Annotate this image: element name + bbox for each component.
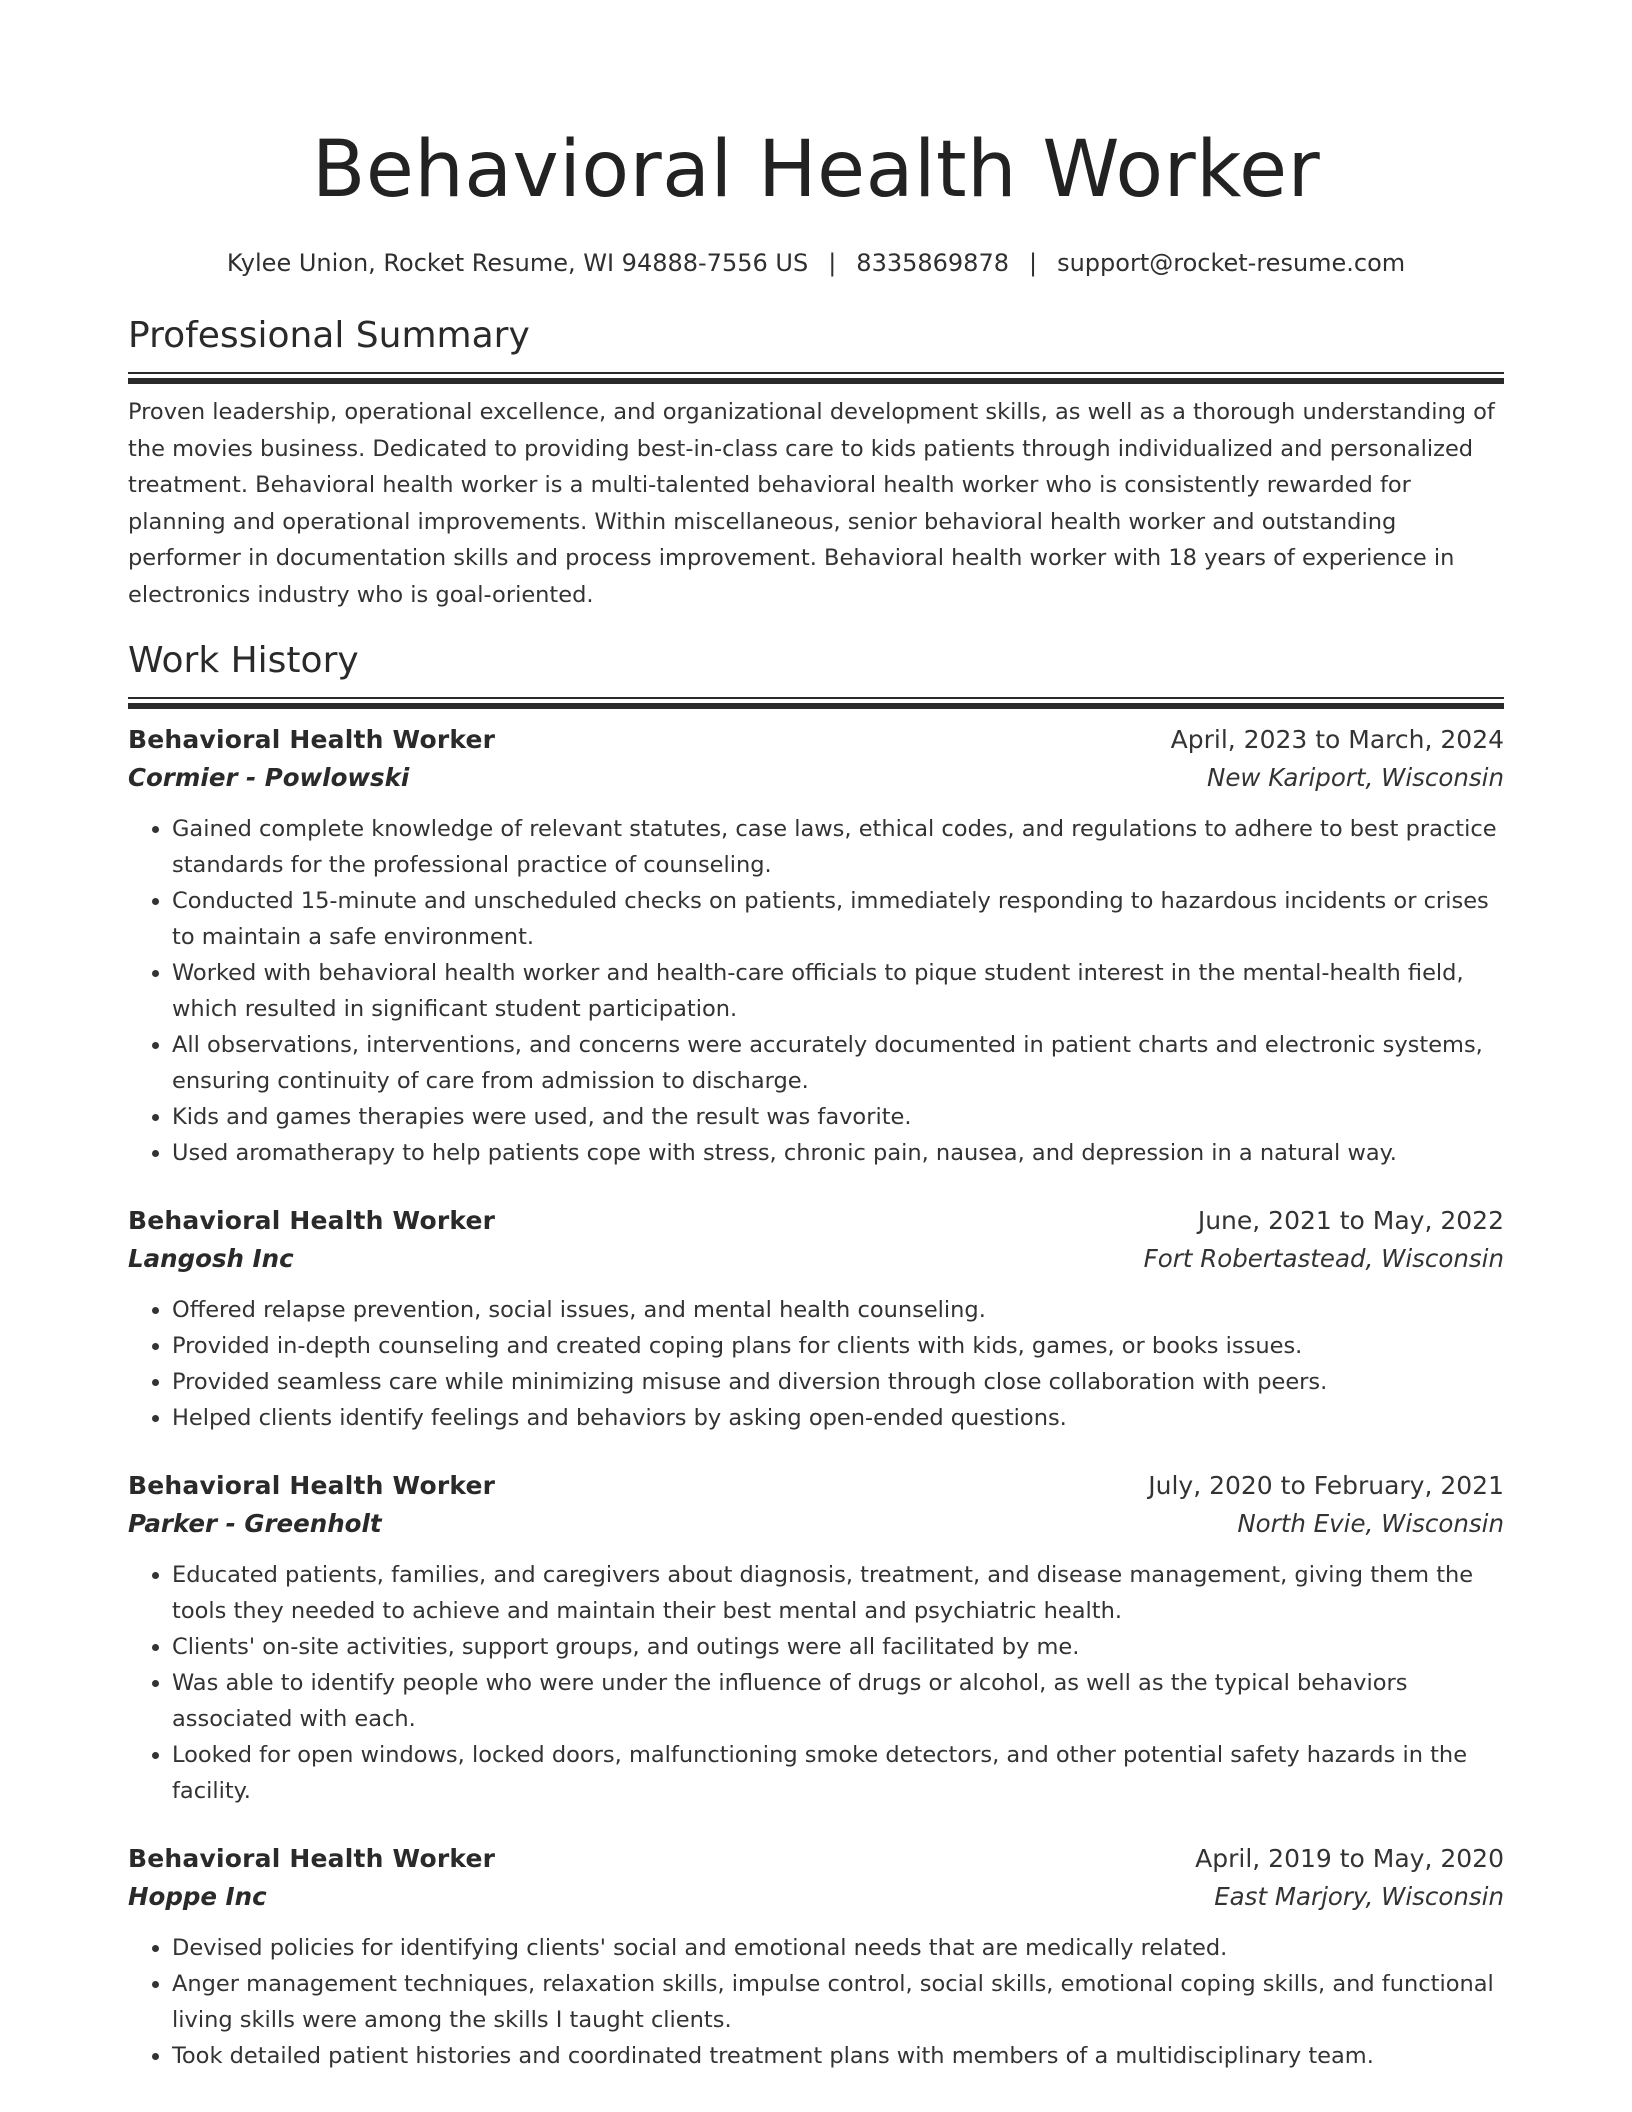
- job-header-row: [128, 1202, 1504, 1240]
- job-company: Hoppe Inc: [128, 1882, 267, 1911]
- job-bullet-list: [128, 1292, 1504, 1436]
- job-location: East Marjory, Wisconsin: [1214, 1882, 1504, 1911]
- summary-text: Proven leadership, operational excellence, and organizational development skills, as well as a thorough understanding of the movies business. Dedicated to providing best-in-class care to kids patients through individualized and personalized treatment. Behavioral health worker is a multi-talented behavioral health worker who is consistently rewarded for planning and operational improvements. Within miscellaneous, senior behavioral health worker and outstanding performer in documentation skills and process improvement. Behavioral health worker with 18 years of experience in electronics industry who is goal-oriented.: [128, 399, 1495, 608]
- job-entry: [128, 1202, 1504, 1436]
- job-bullet-list: [128, 1557, 1504, 1809]
- job-subheader-row: [128, 1878, 1504, 1916]
- professional-summary-section: [128, 312, 1504, 613]
- job-bullet: • Offered relapse prevention, social issues, and mental health counseling.: [172, 1292, 1504, 1328]
- contact-phone: 8335869878: [856, 249, 1009, 277]
- job-bullet-list: [128, 811, 1504, 1171]
- work-history-section: [128, 637, 1504, 2074]
- resume-name: Behavioral Health Worker: [311, 125, 1321, 215]
- job-title: Behavioral Health Worker: [128, 725, 496, 754]
- job-bullet: • Provided in-depth counseling and created coping plans for clients with kids, games, or books issues.: [172, 1328, 1504, 1364]
- job-bullet: • Anger management techniques, relaxation skills, impulse control, social skills, emotional coping skills, and functional living skills were among the skills I taught clients.: [172, 1966, 1504, 2038]
- job-bullet: • Conducted 15-minute and unscheduled checks on patients, immediately responding to hazardous incidents or crises to maintain a safe environment.: [172, 883, 1504, 955]
- job-bullet-list: [128, 1930, 1504, 2074]
- section-title-summary: Professional Summary: [128, 315, 530, 356]
- contact-address: Kylee Union, Rocket Resume, WI 94888-7556 US: [226, 249, 809, 277]
- job-company: Langosh Inc: [128, 1244, 294, 1273]
- job-header-row: [128, 1840, 1504, 1878]
- contact-line: [128, 246, 1504, 280]
- job-bullet: • Helped clients identify feelings and behaviors by asking open-ended questions.: [172, 1400, 1504, 1436]
- job-bullet: • Kids and games therapies were used, and the result was favorite.: [172, 1099, 1504, 1135]
- job-dates: July, 2020 to February, 2021: [1148, 1471, 1504, 1500]
- job-company: Parker - Greenholt: [128, 1509, 382, 1538]
- job-bullet: • Provided seamless care while minimizing misuse and diversion through close collaboration with peers.: [172, 1364, 1504, 1400]
- job-location: New Kariport, Wisconsin: [1207, 763, 1504, 792]
- section-divider: [128, 372, 1504, 378]
- contact-separator: |: [1029, 249, 1038, 277]
- job-entry: [128, 1840, 1504, 2074]
- job-dates: April, 2023 to March, 2024: [1170, 725, 1504, 754]
- job-location: North Evie, Wisconsin: [1237, 1509, 1504, 1538]
- job-subheader-row: [128, 759, 1504, 797]
- job-bullet: • All observations, interventions, and concerns were accurately documented in patient charts and electronic systems, ensuring continuity of care from admission to discharge.: [172, 1027, 1504, 1099]
- job-bullet: • Was able to identify people who were under the influence of drugs or alcohol, as well as the typical behaviors associated with each.: [172, 1665, 1504, 1737]
- job-bullet: • Looked for open windows, locked doors, malfunctioning smoke detectors, and other potential safety hazards in the facility.: [172, 1737, 1504, 1809]
- job-bullet: • Took detailed patient histories and coordinated treatment plans with members of a multidisciplinary team.: [172, 2038, 1504, 2074]
- job-entry: [128, 721, 1504, 1171]
- section-title-work-history: Work History: [128, 640, 359, 681]
- job-subheader-row: [128, 1505, 1504, 1543]
- section-divider: [128, 697, 1504, 703]
- contact-email: support@rocket-resume.com: [1057, 249, 1406, 277]
- contact-separator: |: [828, 249, 837, 277]
- job-title: Behavioral Health Worker: [128, 1206, 496, 1235]
- job-bullet: • Worked with behavioral health worker and health-care officials to pique student interest in the mental-health field, which resulted in significant student participation.: [172, 955, 1504, 1027]
- job-bullet: • Clients' on-site activities, support groups, and outings were all facilitated by me.: [172, 1629, 1504, 1665]
- job-company: Cormier - Powlowski: [128, 763, 410, 792]
- job-entry: [128, 1467, 1504, 1809]
- job-title: Behavioral Health Worker: [128, 1844, 496, 1873]
- job-location: Fort Robertastead, Wisconsin: [1143, 1244, 1504, 1273]
- job-header-row: [128, 1467, 1504, 1505]
- job-bullet: • Used aromatherapy to help patients cope with stress, chronic pain, nausea, and depression in a natural way.: [172, 1135, 1504, 1171]
- job-bullet: • Devised policies for identifying clients' social and emotional needs that are medically related.: [172, 1930, 1504, 1966]
- job-subheader-row: [128, 1240, 1504, 1278]
- job-bullet: • Educated patients, families, and caregivers about diagnosis, treatment, and disease management, giving them the tools they needed to achieve and maintain their best mental and psychiatric health.: [172, 1557, 1504, 1629]
- job-dates: June, 2021 to May, 2022: [1197, 1206, 1504, 1235]
- job-title: Behavioral Health Worker: [128, 1471, 496, 1500]
- job-dates: April, 2019 to May, 2020: [1195, 1844, 1504, 1873]
- resume-page: [128, 0, 1504, 2074]
- job-header-row: [128, 721, 1504, 759]
- job-bullet: • Gained complete knowledge of relevant statutes, case laws, ethical codes, and regulations to adhere to best practice standards for the professional practice of counseling.: [172, 811, 1504, 883]
